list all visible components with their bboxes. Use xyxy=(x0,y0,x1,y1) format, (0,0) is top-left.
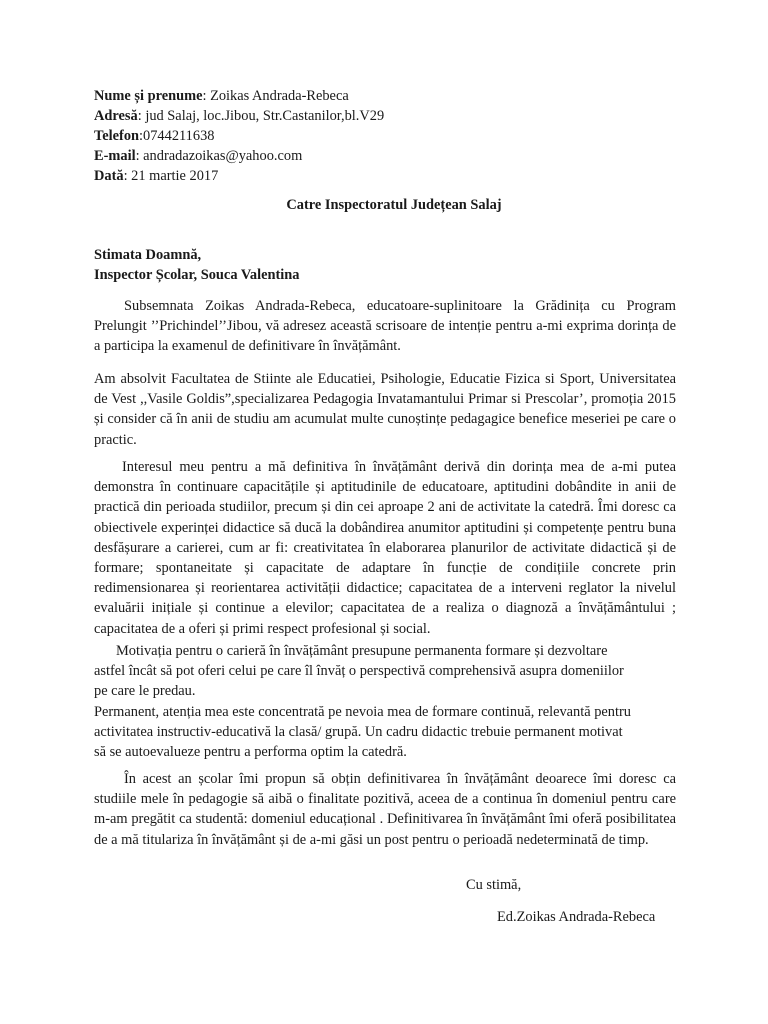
paragraph-interest: Interesul meu pentru a mă definitiva în învățământ derivă din dorința mea de a-mi putea demonstra în continuare capacitățile și aptitudinile de educatoare, aptitudini dobândite in anii de practică din perioada studiilor, precum și din cei aproape 2 ani de activitate la catedră. Îmi doresc ca obiectivele experinței didactice să ducă la dobândirea anumitor aptitudini și competențe pentru buna desfășurare a carierei, cum ar fi: creativitatea în elaborarea planurilor de activitate didactică și de formare; spontaneitate și capacitate de adaptare în funcție de condițiile concrete prin redimensionarea și reorientarea activității didactice; capacitatea de a interveni reglator la nivelul evaluării inițiale și continue a elevilor; capacitatea de a realiza o diagnoză a învățământului ; capacitatea de a oferi și primi respect profesional și social. xyxy=(94,459,676,637)
address-value: : jud Salaj, loc.Jibou, Str.Castanilor,bl.V29 xyxy=(137,108,385,124)
salutation-addressee: Inspector Școlar, Souca Valentina xyxy=(94,267,300,283)
paragraph-introduction: Subsemnata Zoikas Andrada-Rebeca, educatoare-suplinitoare la Grădinița cu Program Prelungit ’’Prichindel’’Jibou, vă adresez această scrisoare de intenție pentru a-mi exprima dorința de a participa la examenul de definitivare în învățământ. xyxy=(94,298,676,355)
paragraph-goal: În acest an școlar îmi propun să obțin definitivarea în învățământ deoarece îmi doresc ca studiile mele în pedagogie să aibă o finalitate pozitivă, aceea de a continua în domeniul pentru care m-am pregătit ca studentă: domeniul educațional . Definitivarea în învățământ îmi oferă posibilitatea de a mă titulariza în învățământ și de a-mi găsi un post pentru o perioadă nedeterminată de timp. xyxy=(94,771,676,848)
closing-phrase: Cu stimă, xyxy=(466,877,522,893)
motivation-line: astfel încât să pot oferi celui pe care îl învăț o perspectivă comprehensivă asupra domeniilor xyxy=(94,663,624,680)
attention-line: să se autoevalueze pentru a performa optim la catedră. xyxy=(94,744,407,761)
paragraph-education: Am absolvit Facultatea de Stiinte ale Educatiei, Psihologie, Educatie Fizica si Sport, Universitatea de Vest ,,Vasile Goldis”,specializarea Pedagogia Invatamantului Primar si Prescolar’, promoția 2015 și consider că în anii de studiu am acumulat multe cunoștințe pedagagice benefice meseriei pe care o practic. xyxy=(94,371,676,448)
phone-label: Telefon xyxy=(94,128,140,144)
signature-name: Ed.Zoikas Andrada-Rebeca xyxy=(497,909,656,925)
sender-details xyxy=(94,86,384,186)
motivation-line: Motivația pentru o carieră în învățământ presupune permanenta formare și dezvoltare xyxy=(116,643,608,659)
salutation-greeting: Stimata Doamnă, xyxy=(94,247,202,263)
date-row xyxy=(94,166,384,186)
address-row xyxy=(94,106,384,126)
email-label: E-mail xyxy=(94,148,136,164)
phone-row xyxy=(94,126,384,146)
date-value: : 21 martie 2017 xyxy=(123,168,219,184)
salutation xyxy=(94,245,300,285)
name-row xyxy=(94,86,384,106)
name-value: : Zoikas Andrada-Rebeca xyxy=(202,88,349,104)
attention-line: Permanent, atenția mea este concentrată pe nevoia mea de formare continuă, relevantă pentru xyxy=(94,703,631,720)
attention-line: activitatea instructiv-educativă la clasă/ grupă. Un cadru didactic trebuie permanent motivat xyxy=(94,723,623,740)
date-label: Dată xyxy=(94,168,124,184)
address-label: Adresă xyxy=(94,108,138,124)
recipient-line: Catre Inspectoratul Județean Salaj xyxy=(286,197,502,213)
motivation-line: pe care le predau. xyxy=(94,683,196,700)
phone-value: :0744211638 xyxy=(139,128,215,144)
name-label: Nume și prenume xyxy=(94,88,203,104)
paragraph-motivation xyxy=(94,641,684,762)
email-value: : andradazoikas@yahoo.com xyxy=(135,148,303,164)
email-row xyxy=(94,146,384,166)
